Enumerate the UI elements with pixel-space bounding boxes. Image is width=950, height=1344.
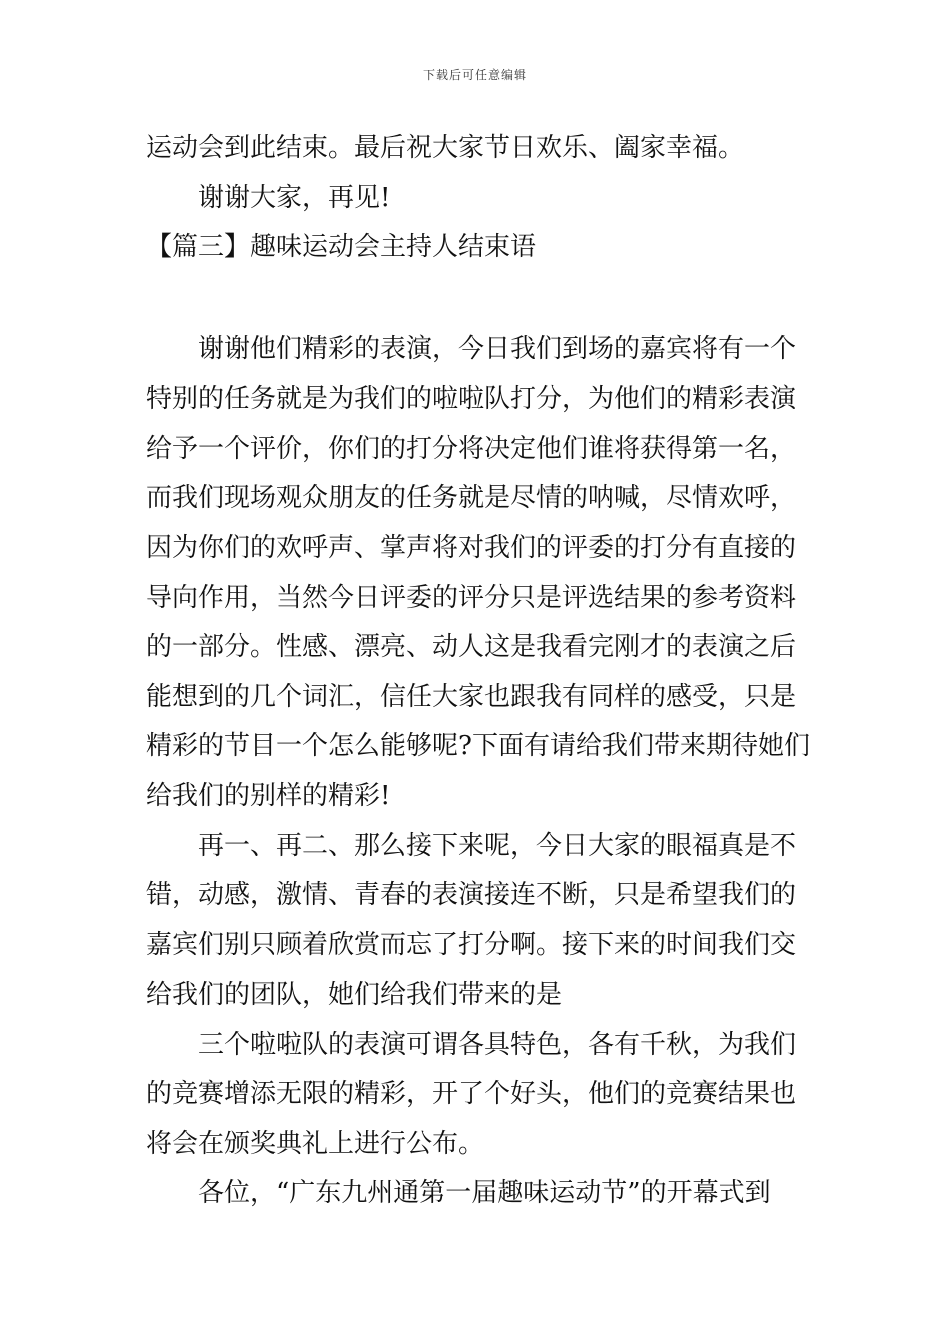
text-line: 谢谢大家，再见! [198,183,391,213]
page-header: 下载后可任意编辑 [422,68,527,82]
text-line: 将会在颁奖典礼上进行公布。 [146,1129,485,1159]
text-line: 各位，“广东九州通第一届趣味运动节”的开幕式到 [198,1178,771,1208]
text-line: 的竞赛增添无限的精彩，开了个好头，他们的竞赛结果也 [146,1079,797,1109]
text-line: 特别的任务就是为我们的啦啦队打分，为他们的精彩表演 [146,384,797,414]
text-line: 三个啦啦队的表演可谓各具特色，各有千秋，为我们 [198,1030,797,1060]
text-line: 嘉宾们别只顾着欣赏而忘了打分啊。接下来的时间我们交 [146,930,797,960]
text-line: 给我们的团队，她们给我们带来的是 [146,980,563,1010]
text-line: 运动会到此结束。最后祝大家节日欢乐、阖家幸福。 [146,133,745,163]
text-line: 再一、再二、那么接下来呢，今日大家的眼福真是不 [198,831,797,861]
text-line: 导向作用，当然今日评委的评分只是评选结果的参考资料 [146,583,797,613]
text-line: 谢谢他们精彩的表演，今日我们到场的嘉宾将有一个 [198,334,797,364]
text-line: 而我们现场观众朋友的任务就是尽情的呐喊，尽情欢呼， [146,483,797,513]
text-line: 给我们的别样的精彩! [146,781,391,811]
text-line: 的一部分。性感、漂亮、动人这是我看完刚才的表演之后 [146,632,797,662]
text-line: 因为你们的欢呼声、掌声将对我们的评委的打分有直接的 [146,533,797,563]
text-line: 精彩的节目一个怎么能够呢?下面有请给我们带来期待她们 [146,731,810,761]
text-line: 能想到的几个词汇，信任大家也跟我有同样的感受，只是 [146,682,797,712]
section-heading: 【篇三】趣味运动会主持人结束语 [146,232,537,262]
text-line: 错，动感，激情、青春的表演接连不断，只是希望我们的 [146,880,797,910]
text-line: 给予一个评价，你们的打分将决定他们谁将获得第一名， [146,434,797,464]
